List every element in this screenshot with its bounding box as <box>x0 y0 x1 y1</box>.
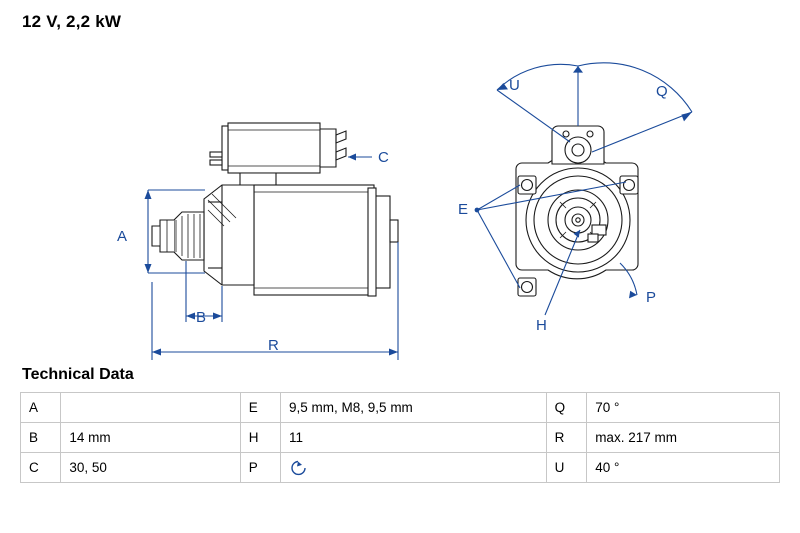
label-u: U <box>509 77 520 94</box>
label-c: C <box>378 149 389 166</box>
tech-value-u: 40 ° <box>587 453 780 483</box>
tech-key-e: E <box>240 393 280 423</box>
tech-key-q: Q <box>546 393 587 423</box>
tech-value-e: 9,5 mm, M8, 9,5 mm <box>281 393 547 423</box>
tech-value-p <box>281 453 547 483</box>
technical-data-table <box>20 392 780 483</box>
tech-value-h: 11 <box>281 423 547 453</box>
table-row <box>21 393 780 423</box>
tech-key-b: B <box>21 423 61 453</box>
tech-key-h: H <box>240 423 280 453</box>
tech-key-r: R <box>546 423 587 453</box>
label-r: R <box>268 337 279 354</box>
dimension-p <box>620 263 656 306</box>
table-row <box>21 423 780 453</box>
starter-motor-technical-drawing <box>0 30 800 360</box>
tech-key-u: U <box>546 453 587 483</box>
dimension-c <box>348 149 389 166</box>
tech-key-c: C <box>21 453 61 483</box>
label-b: B <box>196 309 207 326</box>
label-e: E <box>458 201 469 218</box>
tech-value-a <box>61 393 240 423</box>
front-view-drawing <box>458 63 692 334</box>
table-row <box>21 453 780 483</box>
rotation-arrow-icon <box>289 459 309 477</box>
tech-key-a: A <box>21 393 61 423</box>
label-a: A <box>117 228 128 245</box>
tech-value-r: max. 217 mm <box>587 423 780 453</box>
label-q: Q <box>656 83 668 100</box>
tech-key-p: P <box>240 453 280 483</box>
tech-value-b: 14 mm <box>61 423 240 453</box>
label-h: H <box>536 317 547 334</box>
side-view-drawing <box>117 123 398 360</box>
technical-data-heading: Technical Data <box>22 366 134 383</box>
tech-value-c: 30, 50 <box>61 453 240 483</box>
tech-value-q: 70 ° <box>587 393 780 423</box>
page-title: 12 V, 2,2 kW <box>22 12 122 31</box>
label-p: P <box>646 289 657 306</box>
